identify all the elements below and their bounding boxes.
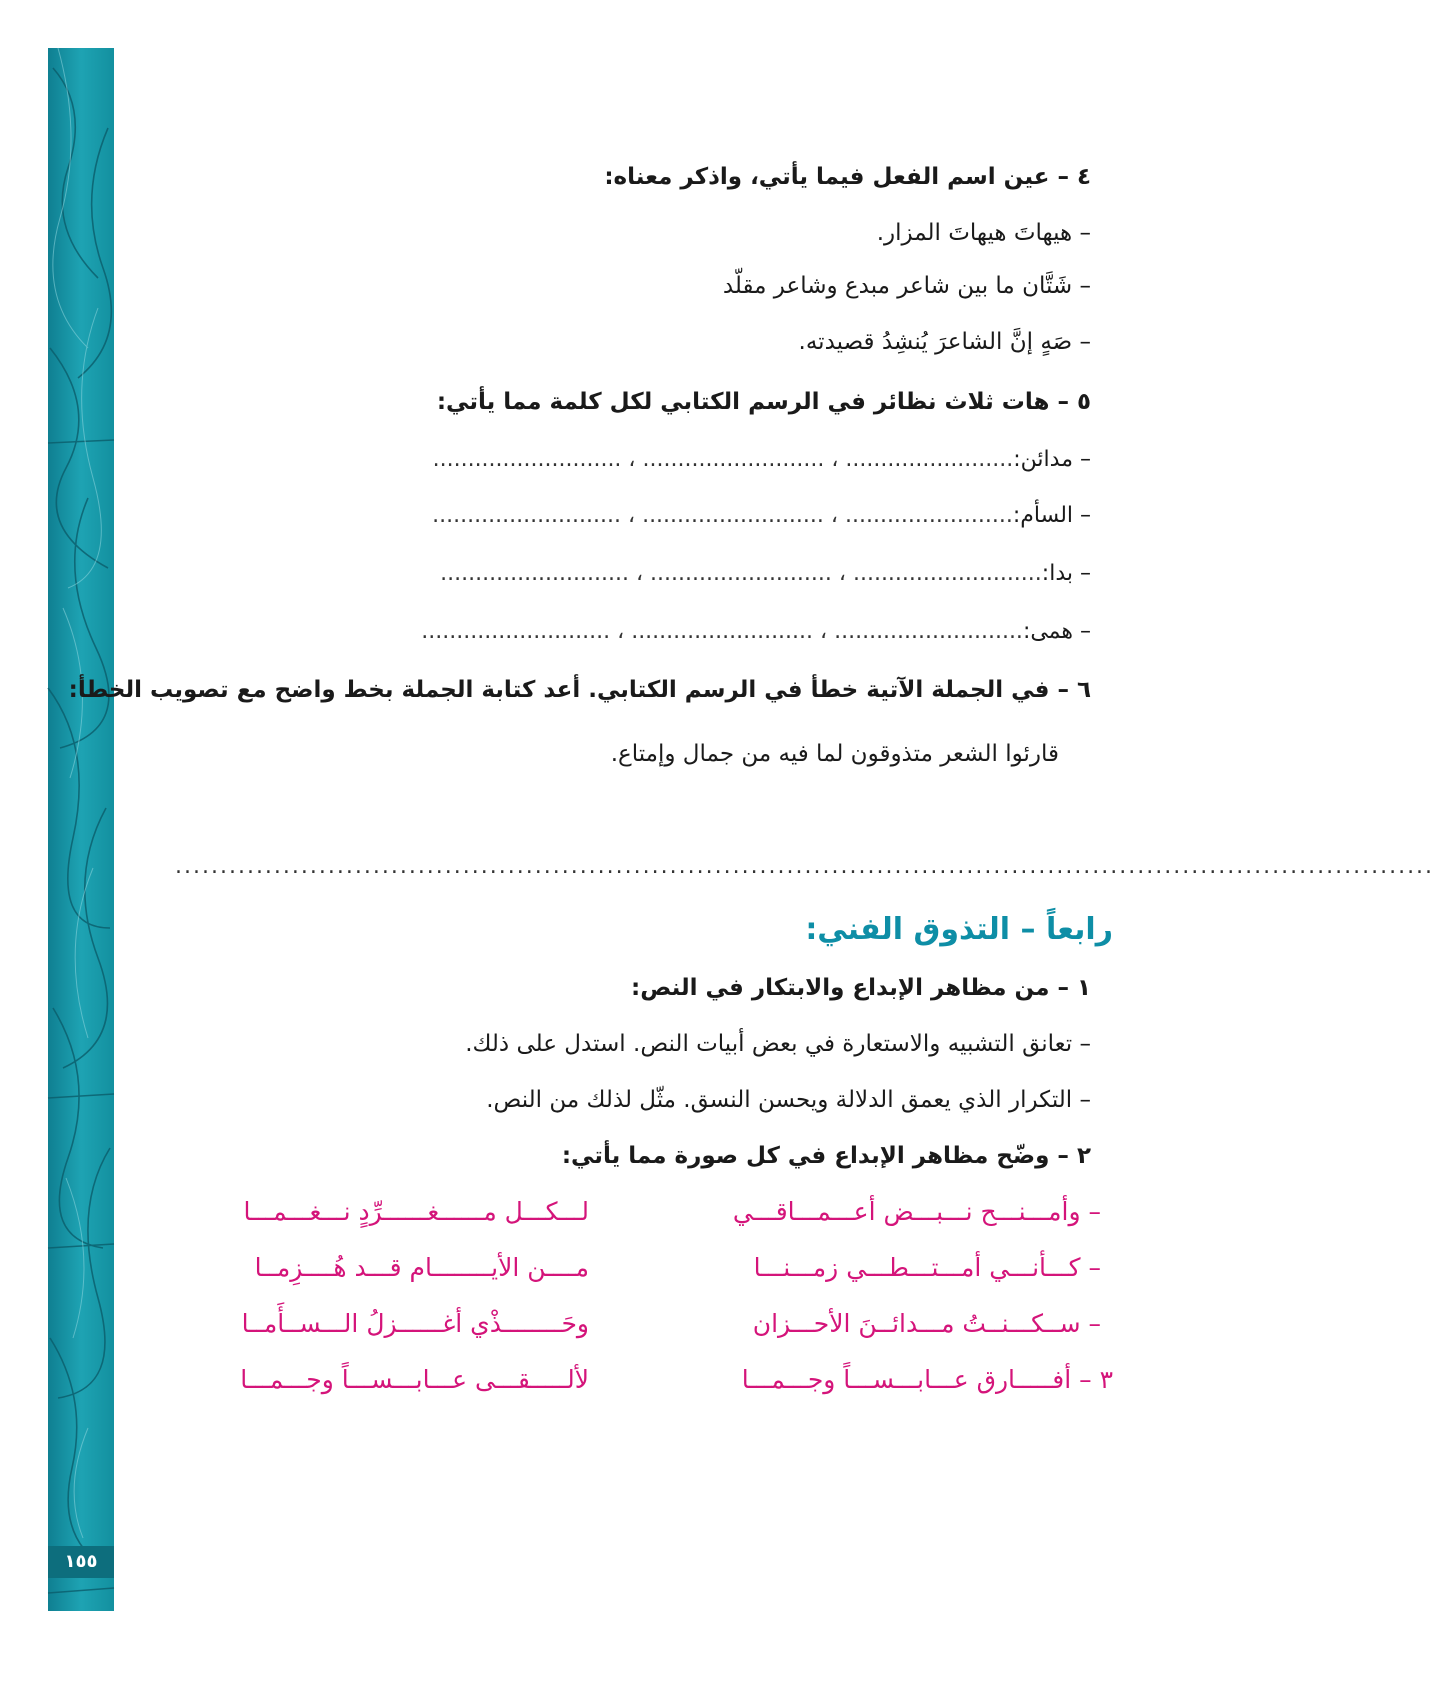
decorative-sidebar [48, 48, 114, 1611]
verse-3-first-half: – ســكـــنــتُ مـــدائــنَ الأحـــزان [752, 1309, 1101, 1338]
question-6-sentence: قارئوا الشعر متذوقون لما فيه من جمال وإمتاع. [610, 741, 1059, 767]
verse-4-second-half: لألـــــقـــى عـــابـــســـاً وجـــمـــا [240, 1365, 589, 1394]
question-5-row-1 [231, 440, 1091, 480]
answer-blank[interactable]: ........................ ، .......................... ، ........................... [432, 503, 1013, 528]
question-6-title: ٦ – في الجملة الآتية خطأ في الرسم الكتابي. أعد كتابة الجملة بخط واضح مع تصويب الخطأ: [68, 677, 1091, 703]
question-4-item-3: – صَهٍ إنَّ الشاعرَ يُنشِدُ قصيدته. [798, 329, 1091, 355]
verse-1-second-half: لـــكـــل مــــــغــــــرِّدٍ نـــغـــمـــا [243, 1197, 589, 1226]
verse-4-first-half: ٣ – أفـــــارق عـــابـــســـاً وجـــمـــا [741, 1365, 1113, 1394]
question-4-item-1: – هيهاتَ هيهاتَ المزار. [876, 220, 1091, 246]
question-5-title: ٥ – هات ثلاث نظائر في الرسم الكتابي لكل كلمة مما يأتي: [436, 389, 1091, 415]
answer-blank[interactable]: ........................ ، .......................... ، ........................... [432, 447, 1014, 472]
word-label: – السأم: [1012, 503, 1091, 528]
question-5-row-3 [231, 554, 1091, 594]
answer-blank[interactable]: ........................... ، .......................... ، ........................... [421, 619, 1023, 644]
question-4-item-2: – شَتَّان ما بين شاعر مبدع وشاعر مقلّد [722, 273, 1091, 299]
word-label: – همى: [1022, 619, 1091, 644]
verse-1-first-half: – وأمـــنـــح نـــبـــض أعـــمـــاقـــي [732, 1197, 1101, 1226]
page-number: ١٥٥ [64, 1551, 98, 1572]
section-4-question-1-title: ١ – من مظاهر الإبداع والابتكار في النص: [631, 975, 1091, 1001]
section-heading: رابعاً – التذوق الفني: [805, 912, 1113, 947]
word-label: – مدائن: [1013, 447, 1091, 472]
sidebar-pattern [48, 48, 114, 1611]
answer-blank[interactable]: ............................................................................................................................................ [175, 854, 1434, 879]
verse-2-second-half: مــــن الأيــــــــام قـــد هُــــزِمــا [254, 1253, 589, 1282]
answer-blank[interactable]: ........................... ، .......................... ، ........................... [440, 561, 1042, 586]
section-4-question-2-title: ٢ – وضّح مظاهر الإبداع في كل صورة مما يأتي: [561, 1143, 1091, 1169]
verse-2-first-half: – كـــأنـــي أمـــتـــطـــي زمـــنـــا [753, 1253, 1101, 1282]
question-5-row-4 [231, 612, 1091, 652]
question-4-title: ٤ – عين اسم الفعل فيما يأتي، واذكر معناه: [604, 164, 1091, 190]
section-4-question-1-item-2: – التكرار الذي يعمق الدلالة ويحسن النسق. مثّل لذلك من النص. [486, 1087, 1091, 1113]
question-5-row-2 [231, 496, 1091, 536]
word-label: – بدا: [1041, 561, 1091, 586]
verse-3-second-half: وحَــــــــذْي أغــــــزلُ الـــســأَمــا [241, 1309, 589, 1338]
section-4-question-1-item-1: – تعانق التشبيه والاستعارة في بعض أبيات النص. استدل على ذلك. [465, 1031, 1091, 1057]
